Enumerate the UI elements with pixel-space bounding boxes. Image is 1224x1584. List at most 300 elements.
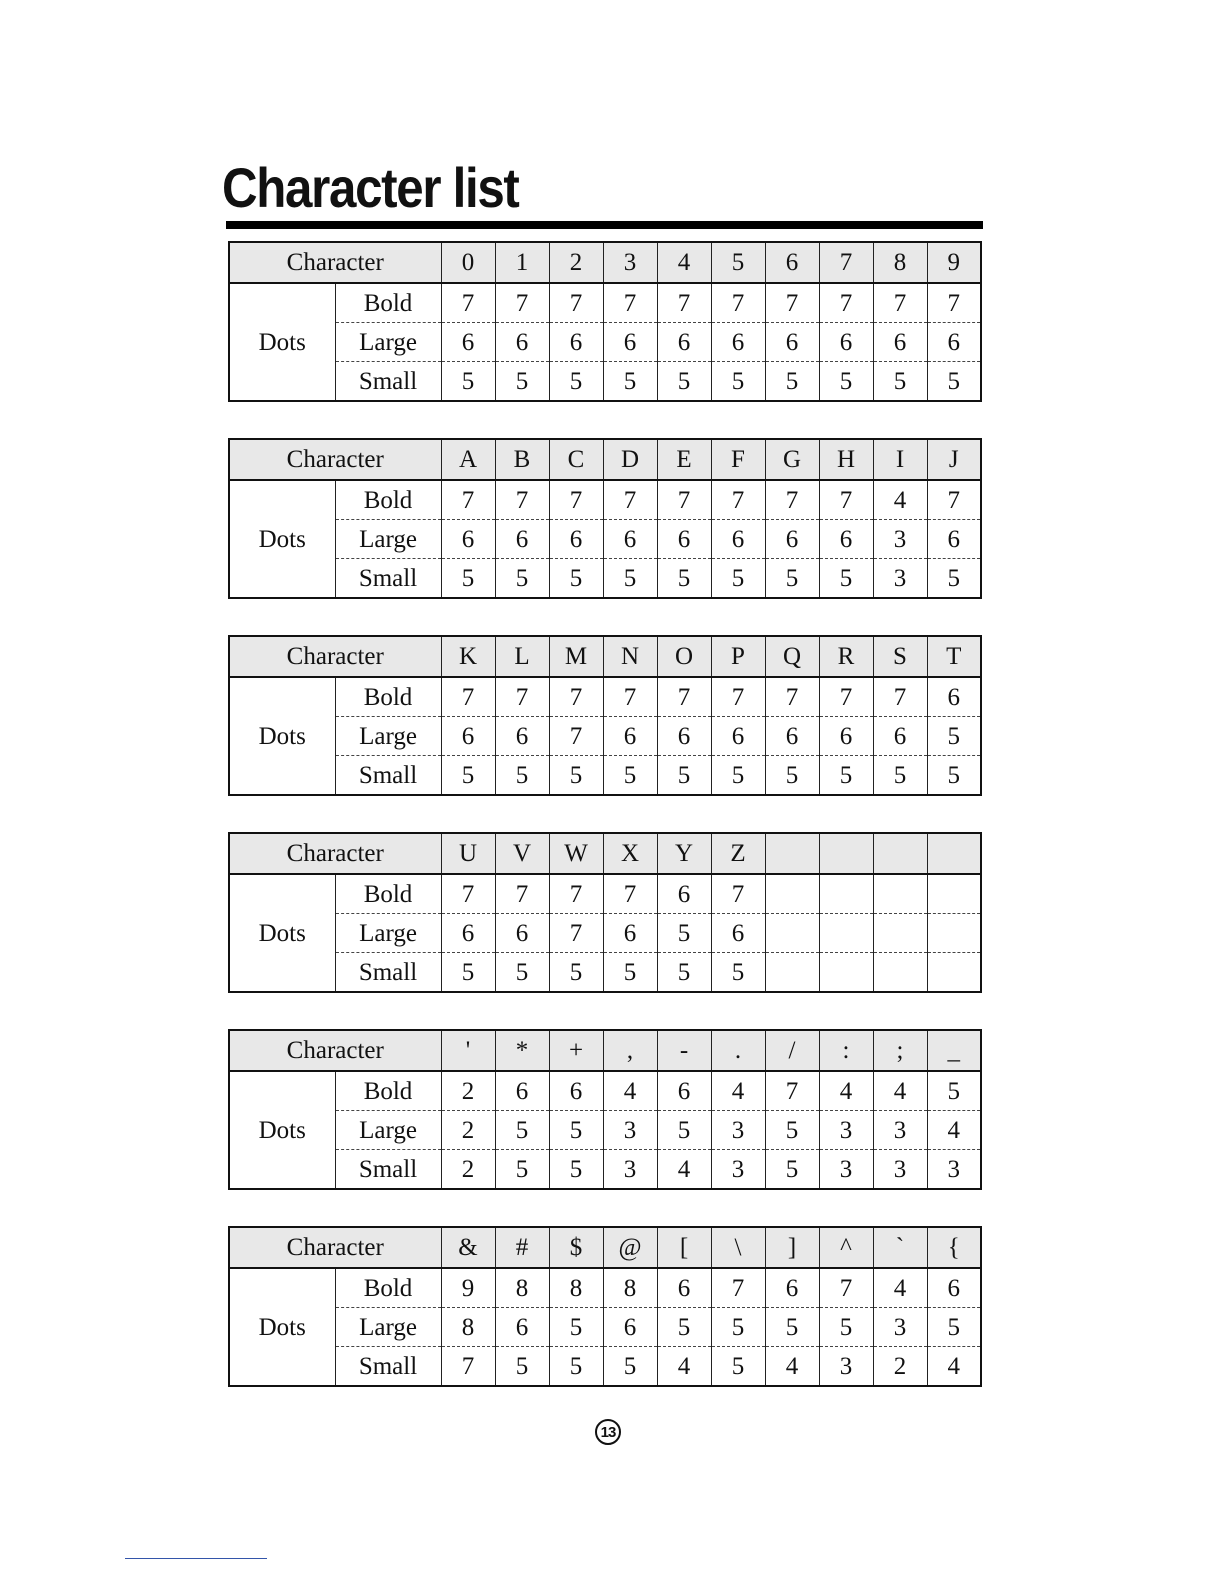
large-dots-value: 6 <box>711 520 765 559</box>
small-dots-value: 5 <box>927 559 981 599</box>
character-cell: W <box>549 833 603 874</box>
small-dots-value: 5 <box>765 559 819 599</box>
bold-dots-value: 7 <box>495 283 549 323</box>
bold-dots-value: 7 <box>495 874 549 914</box>
bold-label: Bold <box>335 283 441 323</box>
character-cell: S <box>873 636 927 677</box>
character-table <box>228 438 982 599</box>
character-cell: { <box>927 1227 981 1268</box>
character-cell: ^ <box>819 1227 873 1268</box>
bold-dots-value: 7 <box>441 283 495 323</box>
character-cell: & <box>441 1227 495 1268</box>
bold-dots-value: 6 <box>495 1071 549 1111</box>
character-header-row <box>229 1227 981 1268</box>
character-cell: B <box>495 439 549 480</box>
small-dots-value: 5 <box>549 362 603 402</box>
large-dots-value: 5 <box>495 1111 549 1150</box>
bold-dots-value: 8 <box>495 1268 549 1308</box>
large-dots-value: 6 <box>819 717 873 756</box>
dots-bold-row <box>229 283 981 323</box>
character-cell <box>873 833 927 874</box>
large-dots-value: 6 <box>495 520 549 559</box>
bold-dots-value: 7 <box>603 283 657 323</box>
small-dots-value: 5 <box>765 756 819 796</box>
bold-label: Bold <box>335 677 441 717</box>
dots-large-row <box>229 1308 981 1347</box>
dots-bold-row <box>229 677 981 717</box>
character-cell: R <box>819 636 873 677</box>
small-dots-value: 3 <box>873 1150 927 1190</box>
bold-dots-value: 7 <box>819 677 873 717</box>
small-dots-value: 5 <box>603 362 657 402</box>
bold-dots-value: 7 <box>927 480 981 520</box>
bold-dots-value <box>873 874 927 914</box>
large-dots-value: 5 <box>549 1111 603 1150</box>
bold-dots-value: 6 <box>657 874 711 914</box>
bold-dots-value: 7 <box>603 480 657 520</box>
large-dots-value: 6 <box>441 717 495 756</box>
small-label: Small <box>335 362 441 402</box>
large-dots-value: 4 <box>927 1111 981 1150</box>
bold-dots-value: 7 <box>495 480 549 520</box>
large-dots-value: 6 <box>765 323 819 362</box>
bold-dots-value: 7 <box>603 677 657 717</box>
small-dots-value: 5 <box>549 756 603 796</box>
character-cell: _ <box>927 1030 981 1071</box>
dots-small-row <box>229 756 981 796</box>
small-dots-value: 7 <box>441 1347 495 1387</box>
large-dots-value: 6 <box>711 914 765 953</box>
character-cell: 5 <box>711 242 765 283</box>
character-cell: ; <box>873 1030 927 1071</box>
small-dots-value <box>927 953 981 993</box>
bold-dots-value: 6 <box>549 1071 603 1111</box>
small-dots-value: 5 <box>549 953 603 993</box>
bold-dots-value: 2 <box>441 1071 495 1111</box>
dots-small-row <box>229 1150 981 1190</box>
small-dots-value: 5 <box>441 756 495 796</box>
large-dots-value: 5 <box>657 914 711 953</box>
small-dots-value: 5 <box>819 559 873 599</box>
small-label: Small <box>335 559 441 599</box>
small-dots-value: 4 <box>657 1150 711 1190</box>
bold-dots-value: 7 <box>711 677 765 717</box>
character-cell: F <box>711 439 765 480</box>
large-dots-value <box>819 914 873 953</box>
small-dots-value: 5 <box>603 559 657 599</box>
large-label: Large <box>335 323 441 362</box>
character-cell: 8 <box>873 242 927 283</box>
character-table <box>228 1029 982 1190</box>
large-dots-value: 6 <box>603 520 657 559</box>
small-dots-value: 3 <box>927 1150 981 1190</box>
bold-dots-value: 6 <box>657 1071 711 1111</box>
large-dots-value: 6 <box>495 323 549 362</box>
small-dots-value: 2 <box>441 1150 495 1190</box>
small-dots-value: 5 <box>765 362 819 402</box>
bold-label: Bold <box>335 874 441 914</box>
large-dots-value: 6 <box>549 323 603 362</box>
large-dots-value <box>765 914 819 953</box>
small-label: Small <box>335 1150 441 1190</box>
large-dots-value: 6 <box>711 717 765 756</box>
large-dots-value: 7 <box>549 717 603 756</box>
character-header-label: Character <box>229 833 441 874</box>
bold-dots-value: 4 <box>873 1268 927 1308</box>
large-dots-value: 6 <box>765 717 819 756</box>
large-dots-value: 5 <box>927 717 981 756</box>
large-dots-value: 6 <box>603 717 657 756</box>
small-dots-value: 2 <box>873 1347 927 1387</box>
small-dots-value: 5 <box>873 362 927 402</box>
bold-dots-value: 7 <box>549 677 603 717</box>
small-dots-value: 5 <box>711 953 765 993</box>
character-header-label: Character <box>229 1030 441 1071</box>
large-dots-value: 5 <box>711 1308 765 1347</box>
character-cell: / <box>765 1030 819 1071</box>
character-header-label: Character <box>229 242 441 283</box>
character-header-row <box>229 636 981 677</box>
character-cell: Z <box>711 833 765 874</box>
bold-label: Bold <box>335 1268 441 1308</box>
character-cell: G <box>765 439 819 480</box>
character-cell: 1 <box>495 242 549 283</box>
bold-dots-value: 6 <box>765 1268 819 1308</box>
dots-label: Dots <box>229 283 335 401</box>
large-dots-value: 6 <box>927 323 981 362</box>
character-cell: U <box>441 833 495 874</box>
bold-label: Bold <box>335 480 441 520</box>
bold-dots-value: 8 <box>603 1268 657 1308</box>
character-cell: P <box>711 636 765 677</box>
dots-label: Dots <box>229 874 335 992</box>
bold-dots-value: 7 <box>765 1071 819 1111</box>
large-label: Large <box>335 717 441 756</box>
character-cell: X <box>603 833 657 874</box>
small-dots-value: 4 <box>765 1347 819 1387</box>
small-dots-value: 3 <box>819 1150 873 1190</box>
bold-dots-value <box>765 874 819 914</box>
bold-dots-value: 7 <box>819 480 873 520</box>
large-dots-value: 5 <box>765 1111 819 1150</box>
dots-bold-row <box>229 1071 981 1111</box>
large-dots-value: 3 <box>819 1111 873 1150</box>
character-cell: * <box>495 1030 549 1071</box>
bold-dots-value: 7 <box>819 283 873 323</box>
small-label: Small <box>335 1347 441 1387</box>
large-dots-value: 3 <box>711 1111 765 1150</box>
dots-large-row <box>229 717 981 756</box>
large-dots-value: 6 <box>819 323 873 362</box>
dots-bold-row <box>229 480 981 520</box>
small-dots-value: 5 <box>927 362 981 402</box>
character-cell: V <box>495 833 549 874</box>
small-dots-value: 3 <box>819 1347 873 1387</box>
large-dots-value: 5 <box>765 1308 819 1347</box>
large-dots-value: 7 <box>549 914 603 953</box>
dots-bold-row <box>229 874 981 914</box>
bold-dots-value: 7 <box>765 480 819 520</box>
dots-small-row <box>229 559 981 599</box>
large-dots-value: 6 <box>873 717 927 756</box>
character-cell: 0 <box>441 242 495 283</box>
bold-dots-value: 7 <box>657 283 711 323</box>
character-header-label: Character <box>229 1227 441 1268</box>
character-cell: Y <box>657 833 711 874</box>
large-label: Large <box>335 1111 441 1150</box>
large-dots-value: 5 <box>657 1111 711 1150</box>
small-dots-value: 5 <box>819 756 873 796</box>
character-cell: - <box>657 1030 711 1071</box>
dots-small-row <box>229 1347 981 1387</box>
bold-dots-value: 7 <box>441 677 495 717</box>
character-cell: 6 <box>765 242 819 283</box>
character-cell: 3 <box>603 242 657 283</box>
small-dots-value: 5 <box>495 559 549 599</box>
character-cell: J <box>927 439 981 480</box>
character-cell: A <box>441 439 495 480</box>
character-table <box>228 832 982 993</box>
bold-label: Bold <box>335 1071 441 1111</box>
small-dots-value: 5 <box>603 953 657 993</box>
character-header-label: Character <box>229 636 441 677</box>
dots-label: Dots <box>229 677 335 795</box>
large-dots-value: 2 <box>441 1111 495 1150</box>
large-dots-value: 5 <box>549 1308 603 1347</box>
small-dots-value: 5 <box>657 756 711 796</box>
bold-dots-value <box>819 874 873 914</box>
large-dots-value: 6 <box>711 323 765 362</box>
character-cell: E <box>657 439 711 480</box>
large-label: Large <box>335 1308 441 1347</box>
large-dots-value: 6 <box>873 323 927 362</box>
small-dots-value: 5 <box>657 559 711 599</box>
character-cell: 2 <box>549 242 603 283</box>
small-dots-value <box>765 953 819 993</box>
large-dots-value: 6 <box>657 717 711 756</box>
character-table <box>228 635 982 796</box>
character-cell: , <box>603 1030 657 1071</box>
small-dots-value: 5 <box>819 362 873 402</box>
character-header-row <box>229 833 981 874</box>
character-cell: K <box>441 636 495 677</box>
dots-label: Dots <box>229 480 335 598</box>
character-cell: 4 <box>657 242 711 283</box>
bold-dots-value: 7 <box>441 874 495 914</box>
character-table <box>228 1226 982 1387</box>
character-cell: \ <box>711 1227 765 1268</box>
small-dots-value: 5 <box>711 1347 765 1387</box>
dots-large-row <box>229 1111 981 1150</box>
large-dots-value: 6 <box>603 914 657 953</box>
small-dots-value: 5 <box>441 362 495 402</box>
bold-dots-value: 6 <box>927 1268 981 1308</box>
dots-small-row <box>229 953 981 993</box>
large-dots-value: 3 <box>873 1308 927 1347</box>
dots-label: Dots <box>229 1071 335 1189</box>
small-dots-value: 5 <box>765 1150 819 1190</box>
character-header-label: Character <box>229 439 441 480</box>
small-dots-value: 3 <box>711 1150 765 1190</box>
large-dots-value: 3 <box>873 520 927 559</box>
small-dots-value: 3 <box>873 559 927 599</box>
large-dots-value <box>927 914 981 953</box>
dots-large-row <box>229 914 981 953</box>
large-dots-value: 6 <box>927 520 981 559</box>
bold-dots-value: 4 <box>819 1071 873 1111</box>
small-dots-value: 5 <box>657 953 711 993</box>
bold-dots-value: 4 <box>873 1071 927 1111</box>
large-dots-value: 6 <box>495 1308 549 1347</box>
small-dots-value: 3 <box>603 1150 657 1190</box>
dots-small-row <box>229 362 981 402</box>
bold-dots-value: 7 <box>711 874 765 914</box>
large-label: Large <box>335 520 441 559</box>
bold-dots-value: 7 <box>765 283 819 323</box>
small-dots-value <box>819 953 873 993</box>
character-cell: 9 <box>927 242 981 283</box>
character-cell <box>927 833 981 874</box>
small-dots-value: 5 <box>549 559 603 599</box>
large-dots-value: 6 <box>441 520 495 559</box>
large-dots-value: 5 <box>657 1308 711 1347</box>
bold-dots-value: 7 <box>873 283 927 323</box>
character-cell: C <box>549 439 603 480</box>
small-dots-value: 5 <box>549 1150 603 1190</box>
page-number: 13 <box>595 1419 621 1445</box>
character-cell: T <box>927 636 981 677</box>
small-dots-value: 4 <box>927 1347 981 1387</box>
large-dots-value: 6 <box>441 323 495 362</box>
bold-dots-value: 7 <box>549 283 603 323</box>
small-label: Small <box>335 756 441 796</box>
large-dots-value: 6 <box>603 323 657 362</box>
bold-dots-value: 7 <box>711 283 765 323</box>
bold-dots-value: 7 <box>711 1268 765 1308</box>
dots-large-row <box>229 520 981 559</box>
small-dots-value: 5 <box>711 559 765 599</box>
large-dots-value: 6 <box>765 520 819 559</box>
bold-dots-value: 7 <box>657 480 711 520</box>
small-dots-value: 4 <box>657 1347 711 1387</box>
character-cell: # <box>495 1227 549 1268</box>
small-dots-value: 5 <box>603 756 657 796</box>
dots-label: Dots <box>229 1268 335 1386</box>
character-cell: + <box>549 1030 603 1071</box>
large-dots-value <box>873 914 927 953</box>
title-rule <box>226 221 983 229</box>
bold-dots-value: 7 <box>873 677 927 717</box>
bold-dots-value: 7 <box>927 283 981 323</box>
large-dots-value: 6 <box>657 520 711 559</box>
small-dots-value: 5 <box>495 756 549 796</box>
bold-dots-value: 4 <box>603 1071 657 1111</box>
character-tables <box>228 241 982 1423</box>
character-table <box>228 241 982 402</box>
small-dots-value: 5 <box>603 1347 657 1387</box>
character-cell: Q <box>765 636 819 677</box>
bold-dots-value: 7 <box>603 874 657 914</box>
character-cell: 7 <box>819 242 873 283</box>
small-dots-value: 5 <box>657 362 711 402</box>
character-cell: . <box>711 1030 765 1071</box>
character-header-row <box>229 242 981 283</box>
bold-dots-value: 7 <box>657 677 711 717</box>
large-dots-value: 6 <box>495 717 549 756</box>
large-dots-value: 5 <box>927 1308 981 1347</box>
small-label: Small <box>335 953 441 993</box>
small-dots-value: 5 <box>495 362 549 402</box>
character-cell: [ <box>657 1227 711 1268</box>
bold-dots-value: 4 <box>711 1071 765 1111</box>
character-cell <box>765 833 819 874</box>
page-title: Character list <box>222 156 519 219</box>
large-dots-value: 3 <box>873 1111 927 1150</box>
bold-dots-value: 8 <box>549 1268 603 1308</box>
character-cell: ] <box>765 1227 819 1268</box>
bold-dots-value: 6 <box>657 1268 711 1308</box>
large-dots-value: 3 <box>603 1111 657 1150</box>
character-cell: ` <box>873 1227 927 1268</box>
bold-dots-value <box>927 874 981 914</box>
large-dots-value: 6 <box>441 914 495 953</box>
small-dots-value: 5 <box>495 953 549 993</box>
small-dots-value: 5 <box>549 1347 603 1387</box>
character-cell: ' <box>441 1030 495 1071</box>
small-dots-value: 5 <box>927 756 981 796</box>
large-label: Large <box>335 914 441 953</box>
character-header-row <box>229 1030 981 1071</box>
bold-dots-value: 7 <box>495 677 549 717</box>
small-dots-value: 5 <box>441 559 495 599</box>
small-dots-value: 5 <box>711 756 765 796</box>
character-cell: L <box>495 636 549 677</box>
small-dots-value: 5 <box>495 1347 549 1387</box>
dots-large-row <box>229 323 981 362</box>
bold-dots-value: 6 <box>927 677 981 717</box>
character-cell: M <box>549 636 603 677</box>
bold-dots-value: 7 <box>711 480 765 520</box>
large-dots-value: 6 <box>657 323 711 362</box>
small-dots-value: 5 <box>495 1150 549 1190</box>
large-dots-value: 6 <box>819 520 873 559</box>
character-cell: D <box>603 439 657 480</box>
large-dots-value: 6 <box>603 1308 657 1347</box>
bold-dots-value: 7 <box>441 480 495 520</box>
bold-dots-value: 7 <box>549 480 603 520</box>
footer-rule <box>125 1558 267 1559</box>
large-dots-value: 6 <box>495 914 549 953</box>
dots-bold-row <box>229 1268 981 1308</box>
bold-dots-value: 7 <box>549 874 603 914</box>
large-dots-value: 8 <box>441 1308 495 1347</box>
small-dots-value: 5 <box>711 362 765 402</box>
character-header-row <box>229 439 981 480</box>
small-dots-value: 5 <box>873 756 927 796</box>
bold-dots-value: 4 <box>873 480 927 520</box>
character-cell: $ <box>549 1227 603 1268</box>
small-dots-value <box>873 953 927 993</box>
bold-dots-value: 9 <box>441 1268 495 1308</box>
bold-dots-value: 5 <box>927 1071 981 1111</box>
character-cell: N <box>603 636 657 677</box>
bold-dots-value: 7 <box>819 1268 873 1308</box>
character-cell: : <box>819 1030 873 1071</box>
character-cell: H <box>819 439 873 480</box>
character-cell: O <box>657 636 711 677</box>
character-cell: @ <box>603 1227 657 1268</box>
bold-dots-value: 7 <box>765 677 819 717</box>
